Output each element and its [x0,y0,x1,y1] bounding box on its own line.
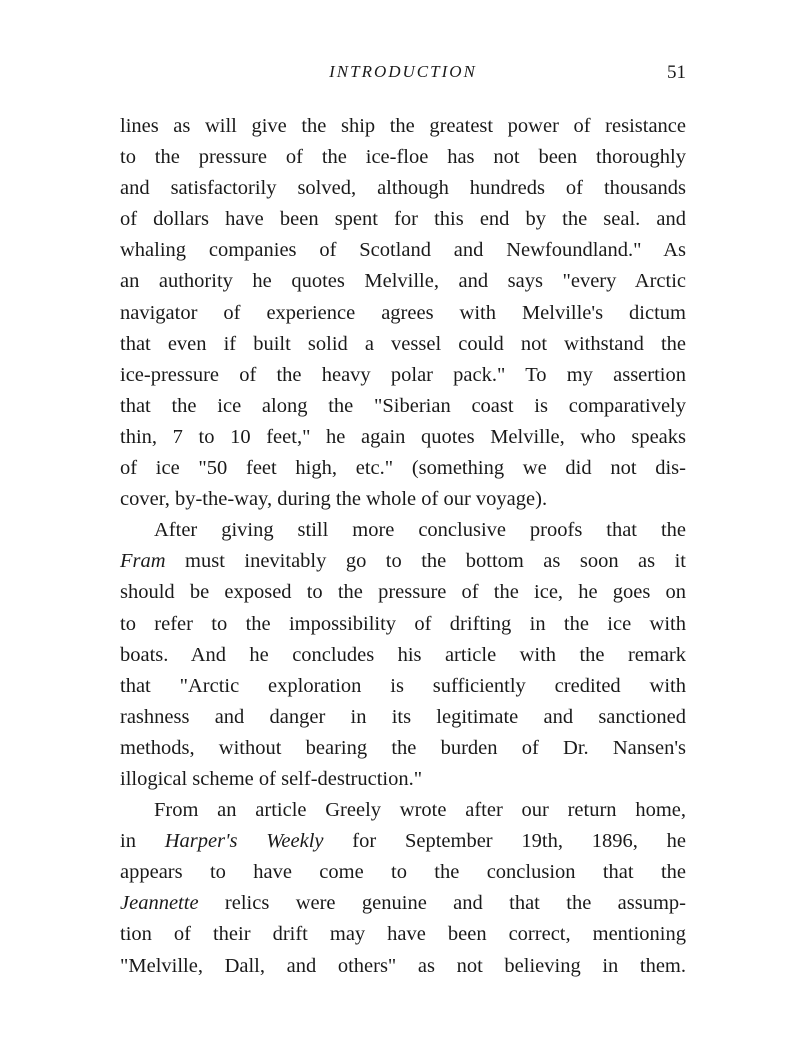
text-line: After giving still more conclusive proofs that the [154,519,686,542]
text-line: navigator of experience agrees with Melville's dictum [120,301,686,324]
text-run: for September 19th, 1896, he [323,830,686,853]
text-line: cover, by-the-way, during the whole of our voyage). [120,488,548,511]
text-line: From an article Greely wrote after our return home, [154,799,686,822]
text-line [120,546,686,577]
running-head [120,62,686,86]
text-line: that the ice along the "Siberian coast is comparatively [120,394,686,417]
text-line: tion of their drift may have been correct, mentioning [120,923,686,946]
text-line: illogical scheme of self-destruction." [120,767,423,790]
text-line: that "Arctic exploration is sufficiently credited with [120,674,686,697]
text-line: of dollars have been spent for this end by the seal. and [120,208,686,231]
text-line: boats. And he concludes his article with the remark [120,643,686,666]
text-line: to refer to the impossibility of drifting in the ice with [120,612,686,635]
text-line: whaling companies of Scotland and Newfoundland." As [120,239,686,262]
text-line: and satisfactorily solved, although hundreds of thousands [120,177,686,200]
text-line: lines as will give the ship the greatest power of resistance [120,115,686,137]
text-run: in [120,830,165,853]
text-line: appears to have come to the conclusion that the [120,861,686,884]
text-line: of ice "50 feet high, etc." (something we did not dis- [120,457,686,480]
text-line: rashness and danger in its legitimate and sanctioned [120,705,686,728]
text-line: "Melville, Dall, and others" as not believing in them. [120,954,686,977]
text-line: that even if built solid a vessel could not withstand the [120,332,686,355]
publication-title: Harper's Weekly [164,830,324,853]
text-line: methods, without bearing the burden of Dr. Nansen's [120,736,686,759]
text-line [120,888,686,919]
text-line [120,826,686,857]
body-text [120,111,686,982]
text-line: ice-pressure of the heavy polar pack." To my assertion [120,363,686,386]
running-title: INTRODUCTION [329,62,477,81]
text-line: should be exposed to the pressure of the ice, he goes on [120,581,686,604]
text-line: an authority he quotes Melville, and says "every Arctic [120,270,686,293]
text-line: to the pressure of the ice-floe has not been thoroughly [120,146,686,169]
text-line: thin, 7 to 10 feet," he again quotes Melville, who speaks [120,425,686,448]
text-run: relics were genuine and that the assump- [198,892,686,915]
text-run: must inevitably go to the bottom as soon as it [165,550,686,573]
ship-name: Jeannette [120,892,199,915]
ship-name: Fram [120,550,166,573]
page-number: 51 [667,62,686,83]
